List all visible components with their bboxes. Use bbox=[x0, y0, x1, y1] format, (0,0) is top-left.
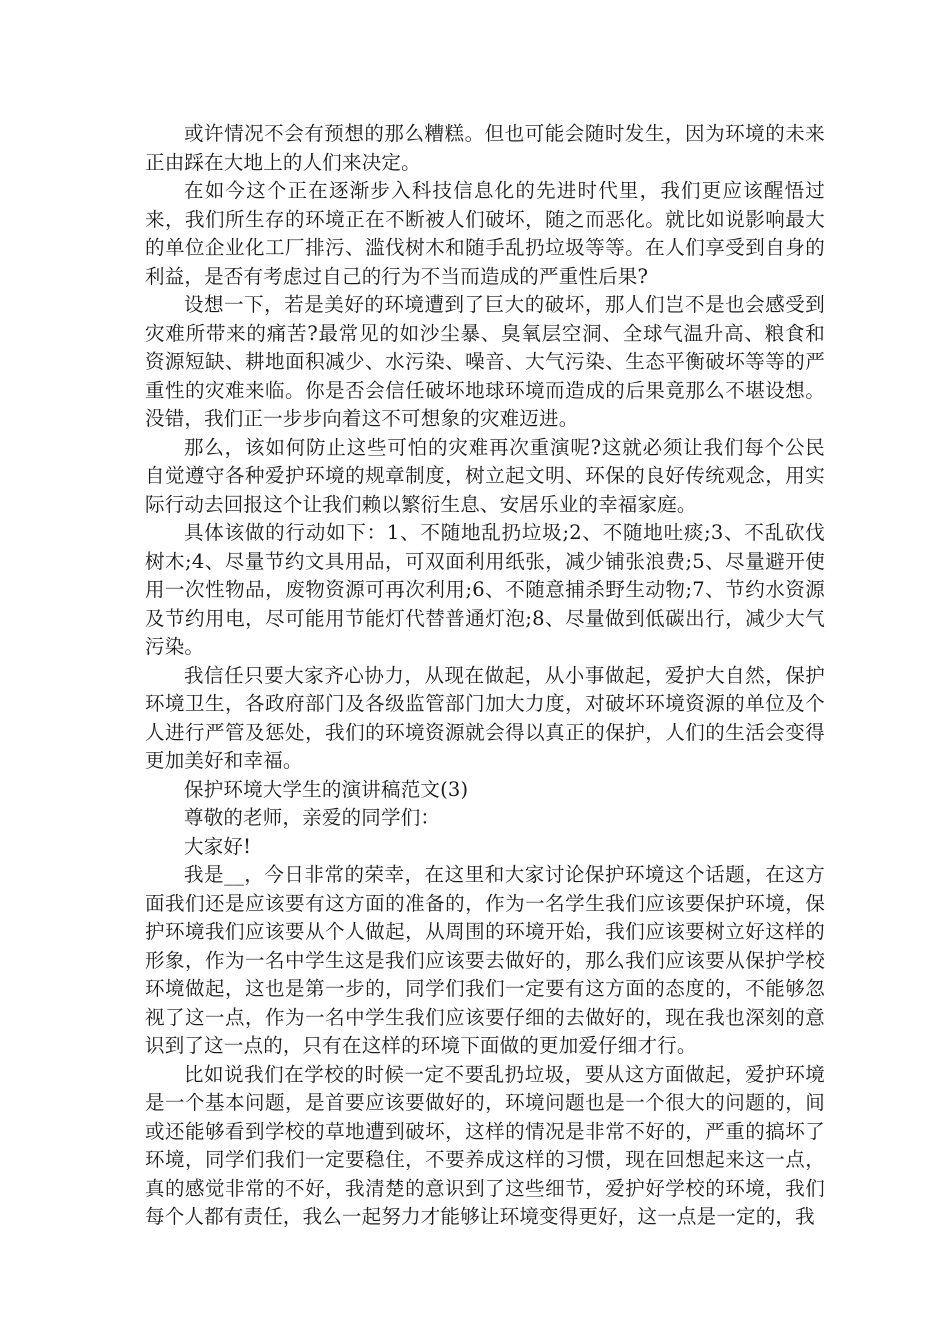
greeting: 大家好! bbox=[184, 834, 252, 858]
paragraph: 我是__，今日非常的荣幸，在这里和大家讨论保护环境这个话题，在这方面我们还是应该要有这方面的准备的，作为一名学生我们应该要保护环境，保护环境我们应该要从个人做起，从周围的环境开始，我们应该要树立好这样的形象，作为一名中学生这是我们应该要去做好的，那么我们应该要从保护学校环境做起，这也是第一步的，同学们我们一定要有这方面的态度的，不能够忽视了这一点，作为一名中学生我们应该要仔细的去做好的，现在我也深刻的意识到了这一点的，只有在这样的环境下面做的更加爱仔细才行。 bbox=[145, 863, 825, 1057]
paragraph: 比如说我们在学校的时候一定不要乱扔垃圾，要从这方面做起，爱护环境是一个基本问题，是首要应该要做好的，环境问题也是一个很大的问题的，间或还能够看到学校的草地遭到破坏，这样的情况是非常不好的，严重的搞坏了环境，同学们我们一定要稳住，不要养成这样的习惯，现在回想起来这一点，真的感觉非常的不好，我清楚的意识到了这些细节，爱护好学校的环境，我们每个人都有责任，我么一起努力才能够让环境变得更好，这一点是一定的，我 bbox=[145, 1062, 825, 1228]
paragraph: 在如今这个正在逐渐步入科技信息化的先进时代里，我们更应该醒悟过来，我们所生存的环境正在不断被人们破坏，随之而恶化。就比如说影响最大的单位企业化工厂排污、滥伐树木和随手乱扔垃圾等等。在人们享受到自身的利益，是否有考虑过自己的行为不当而造成的严重性后果? bbox=[145, 179, 825, 288]
paragraph: 我信任只要大家齐心协力，从现在做起，从小事做起，爱护大自然，保护环境卫生，各政府部门及各级监管部门加大力度，对破坏环境资源的单位及个人进行严管及惩处，我们的环境资源就会得以真正的保护，人们的生活会变得更加美好和幸福。 bbox=[145, 663, 825, 772]
document-body bbox=[145, 120, 825, 1232]
salutation: 尊敬的老师，亲爱的同学们： bbox=[184, 806, 441, 829]
section-heading: 保护环境大学生的演讲稿范文(3) bbox=[184, 777, 469, 801]
paragraph: 或许情况不会有预想的那么糟糕。但也可能会随时发生，因为环境的未来正由踩在大地上的人们来决定。 bbox=[145, 122, 825, 174]
paragraph: 具体该做的行动如下：1、不随地乱扔垃圾;2、不随地吐痰;3、不乱砍伐树木;4、尽量节约文具用品，可双面利用纸张，减少铺张浪费;5、尽量避开使用一次性物品，废物资源可再次利用;6、不随意捕杀野生动物;7、节约水资源及节约用电，尽可能用节能灯代替普通灯泡;8、尽量做到低碳出行，减少大气污染。 bbox=[145, 521, 825, 658]
paragraph: 设想一下，若是美好的环境遭到了巨大的破坏，那人们岂不是也会感受到灾难所带来的痛苦?最常见的如沙尘暴、臭氧层空洞、全球气温升高、粮食和资源短缺、耕地面积减少、水污染、噪音、大气污染、生态平衡破坏等等的严重性的灾难来临。你是否会信任破坏地球环境而造成的后果竟那么不堪设想。没错，我们正一步步向着这不可想象的灾难迈进。 bbox=[145, 293, 825, 430]
paragraph: 那么，该如何防止这些可怕的灾难再次重演呢?这就必须让我们每个公民自觉遵守各种爱护环境的规章制度，树立起文明、环保的良好传统观念，用实际行动去回报这个让我们赖以繁衍生息、安居乐业的幸福家庭。 bbox=[145, 435, 825, 516]
